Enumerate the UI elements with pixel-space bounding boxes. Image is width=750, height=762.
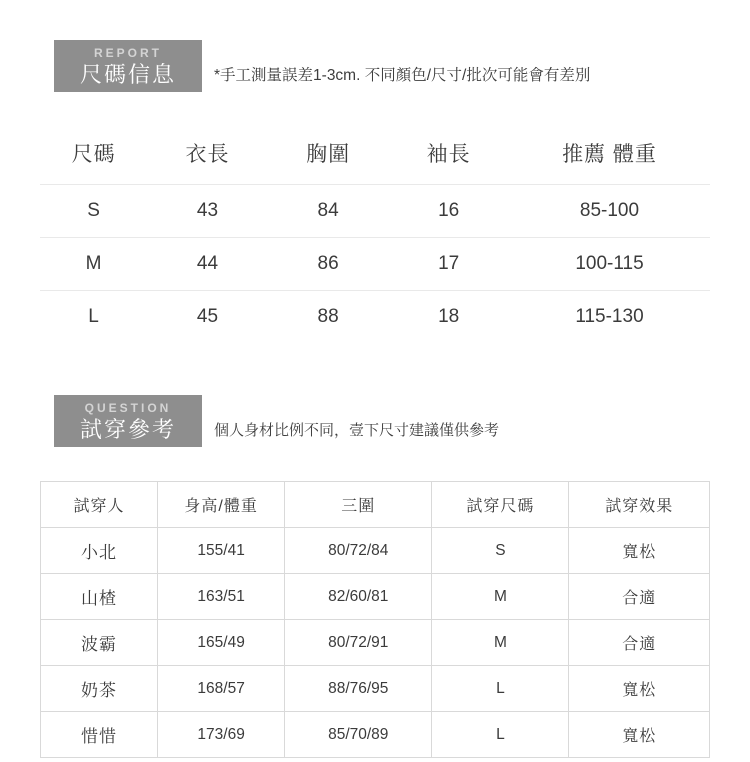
fit-measurements: 80/72/91 [285,620,432,666]
table-row [41,574,710,620]
fit-section-badge [54,395,202,447]
size-col-header: 尺碼 [71,143,116,166]
fit-effect: 合適 [569,574,710,620]
fit-measurements: 85/70/89 [285,712,432,758]
fit-size: L [432,666,569,712]
size-table [40,132,710,343]
fit-effect: 寬松 [569,712,710,758]
fit-col-header: 三圍 [285,482,432,528]
fit-table [40,481,710,758]
top-spacer [0,0,750,40]
fit-size: M [432,574,569,620]
size-section-header [0,40,750,92]
size-col-header: 袖長 [426,143,471,166]
size-col-header: 胸圍 [306,143,351,166]
size-cell: 100-115 [509,238,710,291]
table-row [41,712,710,758]
fit-col-header: 身高/體重 [158,482,285,528]
table-row [40,185,710,238]
table-row [41,528,710,574]
size-cell: 84 [268,185,389,238]
fit-effect: 寬松 [569,666,710,712]
fit-height-weight: 163/51 [158,574,285,620]
size-cell: 44 [147,238,268,291]
size-cell: 115-130 [509,291,710,344]
size-cell: 86 [268,238,389,291]
fit-size: S [432,528,569,574]
table-row [40,291,710,344]
fit-col-header: 試穿人 [41,482,158,528]
size-cell: M [40,238,147,291]
size-col-header: 衣長 [185,143,230,166]
size-section-badge [54,40,202,92]
fit-size: L [432,712,569,758]
fit-height-weight: 173/69 [158,712,285,758]
fit-col-header: 試穿尺碼 [432,482,569,528]
size-cell: 45 [147,291,268,344]
fit-section-header [0,395,750,447]
size-cell: 85-100 [509,185,710,238]
fit-reference-note: 個人身材比例不同，壹下尺寸建議僅供參考 [214,422,500,439]
size-measurement-note: *手工測量誤差1-3cm. 不同顏色/尺寸/批次可能會有差別 [214,67,591,84]
size-badge-title: 尺碼信息 [79,62,176,87]
fit-table-header-row [41,482,710,528]
size-cell: 88 [268,291,389,344]
table-row [41,666,710,712]
size-badge-eyebrow: REPORT [93,46,162,60]
size-col-header: 推薦 體重 [562,143,657,166]
fit-model-name: 小北 [41,528,158,574]
fit-height-weight: 155/41 [158,528,285,574]
fit-badge-title: 試穿參考 [79,417,176,442]
size-cell: 16 [388,185,509,238]
size-cell: 43 [147,185,268,238]
fit-model-name: 波霸 [41,620,158,666]
table-row [40,238,710,291]
size-cell: S [40,185,147,238]
fit-badge-eyebrow: QUESTION [84,401,172,415]
size-cell: 17 [388,238,509,291]
fit-height-weight: 165/49 [158,620,285,666]
fit-table-spacer [0,447,750,481]
fit-measurements: 82/60/81 [285,574,432,620]
fit-col-header: 試穿效果 [569,482,710,528]
size-cell: 18 [388,291,509,344]
table-row [41,620,710,666]
section-spacer [0,343,750,395]
fit-effect: 合適 [569,620,710,666]
size-cell: L [40,291,147,344]
fit-model-name: 奶茶 [41,666,158,712]
fit-size: M [432,620,569,666]
fit-model-name: 惜惜 [41,712,158,758]
fit-measurements: 88/76/95 [285,666,432,712]
fit-model-name: 山楂 [41,574,158,620]
fit-effect: 寬松 [569,528,710,574]
fit-measurements: 80/72/84 [285,528,432,574]
fit-height-weight: 168/57 [158,666,285,712]
size-table-header-row [40,132,710,185]
